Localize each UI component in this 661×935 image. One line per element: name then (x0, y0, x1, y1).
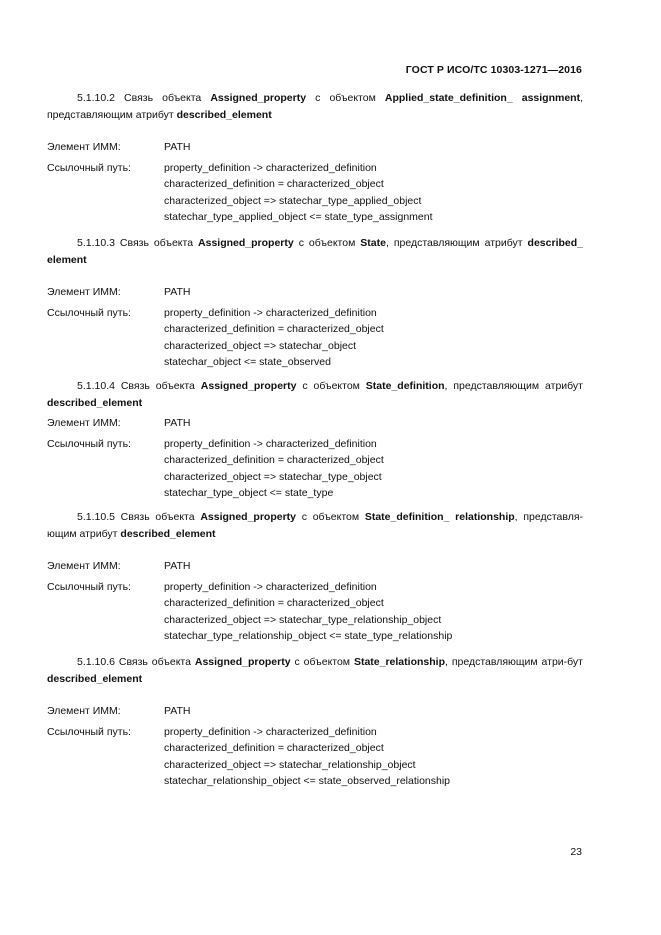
path-line: property_definition -> characterized_definition (164, 306, 377, 319)
heading-text: с объектом (290, 656, 354, 668)
path-line: characterized_definition = characterized_object (164, 597, 384, 609)
entity-name: Applied_state_definition_ assignment (384, 92, 581, 104)
path-label: Ссылочный путь: (47, 306, 131, 319)
heading-text: с объектом (296, 380, 366, 392)
section-5-1-10-5 (47, 509, 583, 645)
section-number: 5.1.10.4 (77, 380, 115, 392)
element-value: PATH (164, 141, 191, 153)
path-label: Ссылочный путь: (47, 161, 131, 174)
heading-text: с объектом (306, 92, 385, 104)
section-number: 5.1.10.3 (77, 237, 115, 249)
path-row (47, 305, 583, 371)
path-line: statechar_type_object <= state_type (164, 487, 334, 499)
path-row (47, 436, 583, 502)
path-line: characterized_object => statechar_type_applied_object (164, 194, 422, 207)
path-line: statechar_relationship_object <= state_observed_relationship (164, 775, 451, 787)
path-line: property_definition -> characterized_definition (164, 437, 377, 450)
path-line: characterized_definition = characterized_object (164, 178, 384, 190)
element-value: PATH (164, 705, 191, 717)
element-value: PATH (164, 286, 191, 298)
path-row (47, 160, 583, 226)
heading-text: Связь объекта (114, 237, 199, 249)
path-line: property_definition -> characterized_definition (164, 580, 377, 593)
path-line: characterized_definition = characterized_object (164, 323, 384, 335)
attribute-name: described_element (47, 396, 143, 409)
entity-name: Assigned_property (194, 656, 291, 668)
path-line: characterized_object => statechar_relationship_object (164, 758, 416, 771)
element-label: Элемент ИММ: (47, 560, 121, 572)
path-line: characterized_definition = characterized_object (164, 742, 384, 754)
heading-text: Связь объекта (114, 511, 201, 523)
heading-text: , представляющим атрибут (444, 380, 583, 392)
path-line: statechar_object <= state_observed (164, 356, 331, 368)
page-number: 23 (570, 846, 582, 858)
section-heading (47, 654, 583, 687)
entity-name: Assigned_property (210, 92, 307, 104)
path-lines (164, 305, 583, 371)
heading-text: Связь объекта (114, 92, 211, 104)
path-label: Ссылочный путь: (47, 580, 131, 593)
entity-name: State (360, 237, 386, 249)
path-lines (164, 436, 583, 502)
attribute-name: described_element (120, 527, 216, 540)
path-line: statechar_type_applied_object <= state_type_assignment (164, 211, 433, 223)
heading-text: Связь объекта (114, 656, 195, 668)
section-heading (47, 90, 583, 123)
entity-name: State_relationship (353, 656, 445, 668)
entity-name: State_definition_ relationship (364, 511, 515, 523)
section-5-1-10-4 (47, 378, 583, 502)
element-value: PATH (164, 560, 191, 572)
path-line: characterized_object => statechar_type_object (164, 470, 382, 483)
path-line: characterized_object => statechar_type_relationship_object (164, 613, 442, 626)
path-lines (164, 579, 583, 645)
element-label: Элемент ИММ: (47, 286, 121, 298)
section-heading (47, 378, 583, 411)
element-row (47, 139, 583, 156)
element-label: Элемент ИММ: (47, 705, 121, 717)
path-row (47, 579, 583, 645)
element-row (47, 284, 583, 301)
element-row (47, 415, 583, 432)
element-label: Элемент ИММ: (47, 417, 121, 429)
entity-name: Assigned_property (198, 237, 294, 249)
heading-text: , представляющим атрибут (47, 92, 584, 121)
attribute-name: described_element (47, 672, 143, 685)
section-number: 5.1.10.2 (77, 92, 115, 104)
section-number: 5.1.10.5 (77, 511, 115, 523)
section-5-1-10-3 (47, 235, 583, 371)
heading-text: Связь объекта (114, 380, 201, 392)
path-row (47, 724, 583, 790)
path-line: property_definition -> characterized_definition (164, 725, 377, 738)
entity-name: State_definition (365, 380, 445, 392)
heading-text: , представляющим атри-бут (444, 656, 583, 668)
element-value: PATH (164, 417, 191, 429)
section-5-1-10-6 (47, 654, 583, 790)
path-lines (164, 724, 583, 790)
path-line: characterized_definition = characterized_object (164, 454, 384, 466)
element-row (47, 558, 583, 575)
entity-name: Assigned_property (200, 380, 297, 392)
heading-text: с объектом (293, 237, 361, 249)
section-heading (47, 235, 583, 268)
entity-name: Assigned_property (200, 511, 297, 523)
section-5-1-10-2 (47, 90, 583, 226)
heading-text: , представля-ющим атрибут (47, 511, 584, 540)
path-line: statechar_type_relationship_object <= state_type_relationship (164, 630, 453, 642)
section-number: 5.1.10.6 (77, 656, 115, 668)
element-row (47, 703, 583, 720)
path-label: Ссылочный путь: (47, 437, 131, 450)
attribute-name: described_element (176, 108, 272, 121)
path-lines (164, 160, 583, 226)
attribute-name: described_ element (47, 237, 583, 266)
section-heading (47, 509, 583, 542)
path-line: characterized_object => statechar_object (164, 339, 357, 352)
standard-header: ГОСТ Р ИСО/ТС 10303-1271—2016 (405, 64, 582, 76)
path-label: Ссылочный путь: (47, 725, 131, 738)
heading-text: с объектом (296, 511, 365, 523)
path-line: property_definition -> characterized_definition (164, 161, 377, 174)
heading-text: , представляющим атрибут (385, 237, 528, 249)
element-label: Элемент ИММ: (47, 141, 121, 153)
